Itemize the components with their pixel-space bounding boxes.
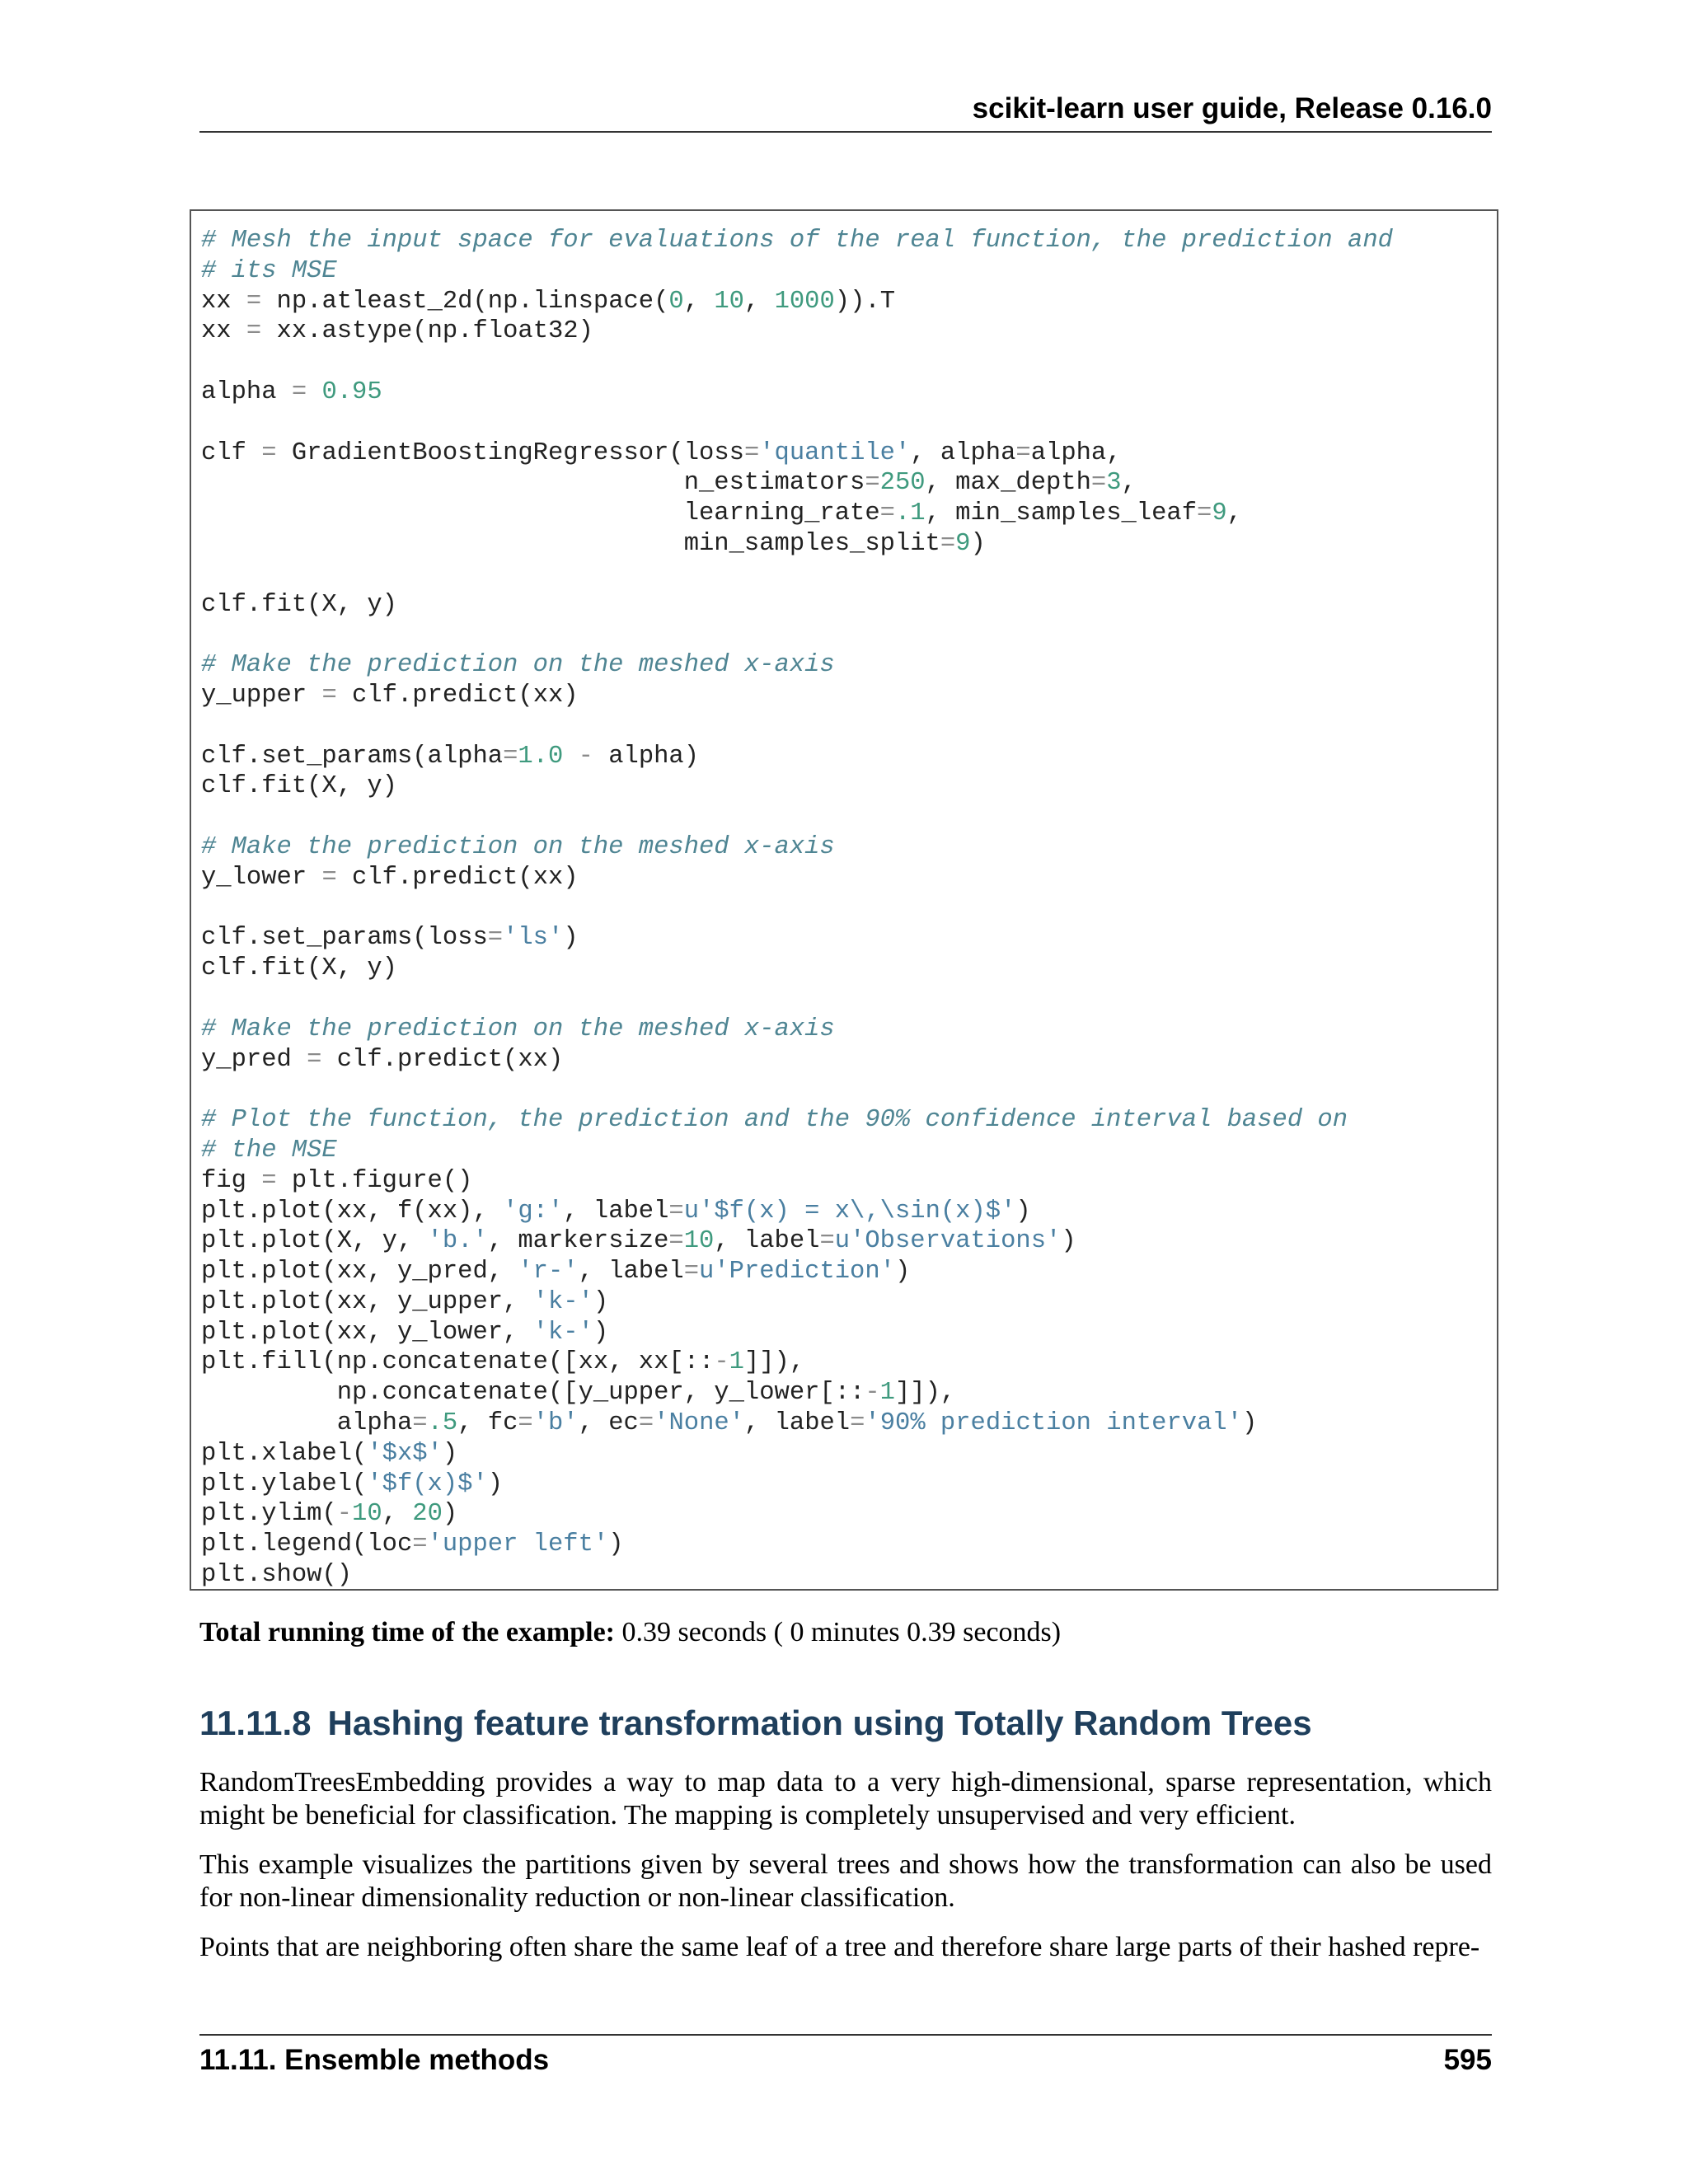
code-token: = <box>850 1409 865 1438</box>
code-token: , markersize <box>487 1227 669 1256</box>
code-line <box>201 256 1393 287</box>
code-line <box>201 1378 1393 1408</box>
code-token: , <box>1226 499 1242 528</box>
code-token: # Make the prediction on the meshed x-axis <box>201 1015 835 1043</box>
header-title: scikit-learn user guide, Release 0.16.0 <box>972 92 1492 124</box>
code-token: = <box>487 924 504 953</box>
code-token: ) <box>1242 1409 1258 1438</box>
code-token: 10 <box>352 1500 382 1529</box>
code-line <box>201 499 1393 529</box>
code-token: , <box>1121 469 1137 498</box>
code-token: # its MSE <box>201 256 337 285</box>
code-line <box>201 1439 1393 1469</box>
code-token: plt.fill(np.concatenate([xx, xx[:: <box>201 1348 715 1377</box>
code-line <box>201 438 1393 469</box>
code-token: plt.plot(xx, y_upper, <box>201 1287 533 1316</box>
code-token: ) <box>442 1439 458 1468</box>
code-token: - <box>336 1500 353 1529</box>
code-token: # Make the prediction on the meshed x-axis <box>201 832 835 861</box>
code-token: n_estimators <box>201 469 865 498</box>
code-token: plt.plot(xx, y_lower, <box>201 1318 533 1347</box>
code-line <box>201 287 1393 317</box>
code-token: = <box>668 1227 684 1256</box>
code-token: xx.astype(np.float32) <box>261 317 593 346</box>
code-line <box>201 1560 1393 1591</box>
runtime-value: 0.39 seconds ( 0 minutes 0.39 seconds) <box>621 1617 1062 1647</box>
page-footer <box>199 2042 1492 2079</box>
code-token: 'None' <box>654 1409 744 1438</box>
code-line <box>201 1136 1393 1166</box>
code-token: , <box>683 287 715 316</box>
code-line <box>201 377 1393 408</box>
code-line <box>201 650 1393 681</box>
code-line <box>201 1045 1393 1076</box>
code-token: 250 <box>879 469 926 498</box>
code-line <box>201 1015 1393 1045</box>
code-line <box>201 984 1393 1015</box>
section-number: 11.11.8 <box>199 1704 312 1742</box>
paragraph-2: This example visualizes the partitions given by several trees and shows how the transformation can also be used for non-linear dimensionality reduction or non-linear classification. <box>199 1849 1492 1913</box>
code-token: 'upper left' <box>427 1530 609 1559</box>
code-token: clf <box>201 438 262 467</box>
code-line <box>201 1075 1393 1105</box>
code-token: ) <box>593 1287 609 1316</box>
code-token: 'r-' <box>518 1258 579 1286</box>
code-token: y_pred <box>201 1045 307 1074</box>
section-heading <box>199 1702 1312 1745</box>
code-token: ) <box>608 1530 624 1559</box>
code-token: 1 <box>879 1379 895 1408</box>
code-token: = <box>819 1227 835 1256</box>
code-token: = <box>518 1409 533 1438</box>
page-header <box>199 91 1492 133</box>
code-token: alpha) <box>593 742 700 771</box>
code-line <box>201 590 1393 621</box>
code-token: 'ls' <box>503 924 564 953</box>
code-token: )).T <box>834 287 895 316</box>
code-token: plt.ylim( <box>201 1500 337 1529</box>
code-token: , min_samples_leaf <box>925 499 1198 528</box>
code-token: np.atleast_2d(np.linspace( <box>261 287 669 316</box>
code-token <box>563 743 578 771</box>
code-token: , label <box>563 1197 669 1226</box>
code-token: = <box>940 529 956 558</box>
code-token: , label <box>743 1409 851 1438</box>
code-line <box>201 923 1393 954</box>
code-token: u'Prediction' <box>699 1258 895 1286</box>
code-token: plt.xlabel( <box>201 1439 368 1468</box>
code-token: alpha, <box>1030 438 1122 467</box>
code-token: '90% prediction interval' <box>865 1409 1242 1438</box>
footer-rule <box>199 2034 1492 2036</box>
code-token: clf.fit(X, y) <box>201 772 397 801</box>
code-token: plt.plot(xx, f(xx), <box>201 1197 504 1226</box>
code-token: ) <box>487 1469 504 1498</box>
code-token: = <box>412 1409 428 1438</box>
code-token: ) <box>1015 1197 1031 1226</box>
code-line <box>201 1408 1393 1439</box>
code-token: 10 <box>683 1227 715 1256</box>
code-token: = <box>865 469 880 498</box>
code-token: ) <box>593 1318 609 1347</box>
code-token: '$x$' <box>367 1439 443 1468</box>
code-token: = <box>879 499 895 528</box>
code-token: , alpha <box>910 438 1016 467</box>
code-token: # Mesh the input space for evaluations of the real function, the prediction and <box>201 227 1393 255</box>
code-listing <box>201 226 1393 1591</box>
code-line <box>201 832 1393 863</box>
code-token: = <box>412 1530 428 1559</box>
code-line <box>201 742 1393 772</box>
code-line <box>201 681 1393 711</box>
code-token: learning_rate <box>201 499 880 528</box>
code-token: ) <box>563 924 579 953</box>
code-token: 1 <box>729 1348 744 1377</box>
code-token: u'$f(x) = x\,\sin(x)$' <box>683 1197 1016 1226</box>
runtime-note <box>199 1615 1061 1650</box>
code-token: 10 <box>714 287 744 316</box>
code-line <box>201 1226 1393 1257</box>
code-token: , ec <box>578 1409 639 1438</box>
code-token: .1 <box>894 499 926 528</box>
footer-section: 11.11. Ensemble methods <box>199 2044 550 2076</box>
code-token: = <box>668 1197 684 1226</box>
code-token: y_upper <box>201 681 322 710</box>
code-token: clf.fit(X, y) <box>201 954 397 983</box>
code-line <box>201 1257 1393 1287</box>
code-token: = <box>321 681 337 710</box>
paragraph-1: RandomTreesEmbedding provides a way to map data to a very high-dimensional, sparse representation, which might be beneficial for classification. The mapping is completely unsupervised and very efficient. <box>199 1767 1492 1830</box>
code-token: - <box>714 1348 729 1377</box>
code-token: plt.figure() <box>276 1166 473 1195</box>
code-token: , max_depth <box>925 469 1091 498</box>
code-line <box>201 1166 1393 1197</box>
code-token: = <box>743 438 760 467</box>
code-token: 20 <box>412 1500 443 1529</box>
code-token: 'k-' <box>532 1318 593 1347</box>
code-token: ]]), <box>743 1348 805 1377</box>
code-line <box>201 1105 1393 1136</box>
code-token: clf.predict(xx) <box>336 863 579 892</box>
runtime-label: Total running time of the example: <box>199 1617 616 1647</box>
code-token: 3 <box>1106 469 1122 498</box>
code-token: , fc <box>457 1409 518 1438</box>
code-line <box>201 1318 1393 1348</box>
code-line <box>201 560 1393 590</box>
code-token: 1000 <box>774 287 835 316</box>
code-token: = <box>638 1409 654 1438</box>
code-line <box>201 620 1393 650</box>
code-token: 'k-' <box>532 1287 593 1316</box>
code-line <box>201 1347 1393 1378</box>
code-token: plt.show() <box>201 1561 353 1590</box>
code-token: = <box>683 1258 700 1286</box>
code-token: = <box>261 438 277 467</box>
code-token: # the MSE <box>201 1136 337 1165</box>
code-token: GradientBoostingRegressor(loss <box>276 438 744 467</box>
code-line <box>201 802 1393 832</box>
code-token: plt.plot(xx, y_pred, <box>201 1258 518 1286</box>
code-line <box>201 954 1393 984</box>
code-token: = <box>503 742 518 771</box>
code-line <box>201 863 1393 893</box>
code-token: - <box>578 742 593 771</box>
code-token: '$f(x)$' <box>367 1469 488 1498</box>
code-line <box>201 1287 1393 1318</box>
code-token: = <box>291 377 307 406</box>
code-token: 9 <box>1212 499 1227 528</box>
code-token: 9 <box>955 529 971 558</box>
code-token <box>307 378 321 406</box>
code-token: y_lower <box>201 863 322 892</box>
code-line <box>201 893 1393 924</box>
code-token: fig <box>201 1166 262 1195</box>
code-line <box>201 529 1393 560</box>
code-token: # Plot the function, the prediction and the 90% confidence interval based on <box>201 1106 1348 1135</box>
code-token: clf.predict(xx) <box>321 1045 564 1074</box>
code-token: ) <box>970 529 986 558</box>
code-token: xx <box>201 317 246 346</box>
code-token: plt.plot(X, y, <box>201 1227 428 1256</box>
code-token: clf.fit(X, y) <box>201 590 397 619</box>
code-token: , <box>382 1500 413 1529</box>
code-token: # Make the prediction on the meshed x-axis <box>201 651 835 680</box>
code-line <box>201 1499 1393 1530</box>
page-number: 595 <box>1443 2044 1492 2076</box>
code-block <box>190 209 1498 1591</box>
code-token: 1.0 <box>518 742 564 771</box>
code-token: np.concatenate([y_upper, y_lower[:: <box>201 1379 865 1408</box>
code-token: , label <box>714 1227 820 1256</box>
code-token: ]]), <box>894 1379 956 1408</box>
code-token: = <box>1090 469 1107 498</box>
code-token: clf.predict(xx) <box>336 681 579 710</box>
code-line <box>201 1469 1393 1500</box>
code-token: min_samples_split <box>201 529 940 558</box>
code-token: xx <box>201 287 246 316</box>
code-line <box>201 771 1393 802</box>
code-token: ) <box>894 1258 911 1286</box>
code-token: 'g:' <box>503 1197 564 1226</box>
code-line <box>201 468 1393 499</box>
code-token: = <box>307 1045 322 1074</box>
section-title: Hashing feature transformation using Totally Random Trees <box>327 1704 1312 1742</box>
code-token: alpha <box>201 1409 413 1438</box>
code-token: = <box>246 317 262 346</box>
code-token: = <box>321 863 337 892</box>
code-token: plt.legend(loc <box>201 1530 413 1559</box>
code-token: ) <box>442 1500 458 1529</box>
code-token: , label <box>578 1258 684 1286</box>
code-token: - <box>865 1379 880 1408</box>
code-token: alpha <box>201 377 292 406</box>
paragraph-3: Points that are neighboring often share the same leaf of a tree and therefore share large parts of their hashed repre- <box>199 1932 1480 1962</box>
code-token: u'Observations' <box>834 1227 1062 1256</box>
code-token: 'quantile' <box>759 438 911 467</box>
code-token: 'b' <box>532 1409 579 1438</box>
code-line <box>201 1530 1393 1560</box>
code-token: = <box>261 1166 277 1195</box>
code-token: 0.95 <box>321 377 382 406</box>
code-line <box>201 347 1393 377</box>
code-token: = <box>1197 499 1212 528</box>
code-line <box>201 226 1393 256</box>
code-token: ) <box>1061 1227 1076 1256</box>
code-token: = <box>246 287 262 316</box>
code-token: , <box>743 287 775 316</box>
code-line <box>201 316 1393 347</box>
code-line <box>201 711 1393 742</box>
code-token: 0 <box>668 287 684 316</box>
code-token: .5 <box>427 1409 458 1438</box>
code-token: 'b.' <box>427 1227 488 1256</box>
code-token: plt.ylabel( <box>201 1469 368 1498</box>
code-line <box>201 1197 1393 1227</box>
code-token: = <box>1015 438 1031 467</box>
code-token: clf.set_params(loss <box>201 924 488 953</box>
code-line <box>201 408 1393 438</box>
code-token: clf.set_params(alpha <box>201 742 504 771</box>
